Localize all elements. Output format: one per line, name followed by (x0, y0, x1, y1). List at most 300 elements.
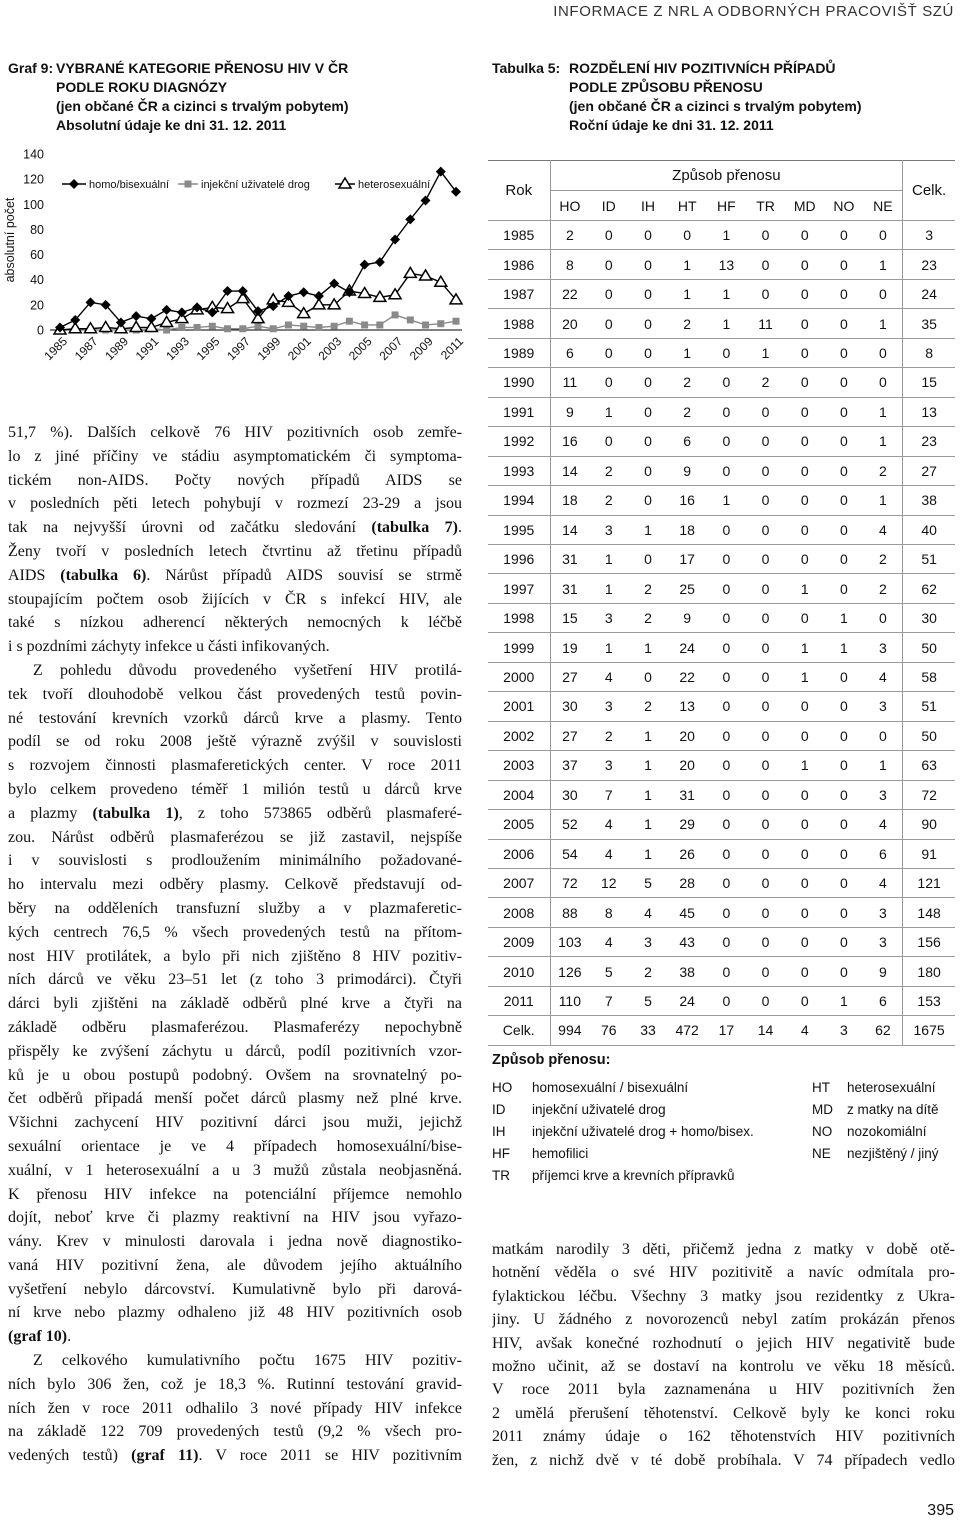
count-cell: 1 (589, 633, 628, 662)
count-cell: 1 (668, 338, 707, 367)
count-cell: 3 (628, 927, 667, 956)
count-cell: 15 (550, 603, 589, 632)
injecting-drug-users-data-point (239, 325, 246, 332)
table-row (488, 427, 955, 456)
count-cell: 26 (668, 839, 707, 868)
count-cell: 4 (628, 898, 667, 927)
count-cell: 1 (628, 780, 667, 809)
column-code-header: MD (785, 191, 824, 221)
count-cell: 0 (746, 839, 785, 868)
count-cell: 0 (707, 751, 746, 780)
legend-code: NO (812, 1124, 833, 1139)
text-line: ních bylo 306 žen, což je 18,3 %. Rutinní testování gravid- (8, 1375, 462, 1393)
count-cell: 3 (589, 751, 628, 780)
count-cell: 0 (707, 427, 746, 456)
homo-bisexual-data-point (375, 257, 385, 267)
count-cell: 6 (668, 427, 707, 456)
text-line: Ženy tvoří v posledních letech čtvrtinu až třetinu případů (8, 542, 462, 560)
x-tick-label: 1995 (193, 334, 223, 364)
count-cell: 0 (746, 397, 785, 426)
count-cell: 0 (785, 515, 824, 544)
total-cell: 153 (903, 986, 955, 1015)
count-cell: 0 (746, 427, 785, 456)
text-line: ních žen v roce 2011 odhalilo 3 nové případy HIV infekce (8, 1399, 462, 1417)
count-cell: 0 (785, 456, 824, 485)
count-cell: 2 (668, 368, 707, 397)
text-line: jiny. U žádného z novorozenců nebyl zatím prokázán přenos (492, 1311, 955, 1329)
count-cell: 7 (589, 986, 628, 1015)
text-segment: , z toho 573865 odběrů plasmaferé- (178, 804, 462, 822)
text-segment: . (67, 1328, 72, 1346)
count-cell: 0 (707, 721, 746, 750)
table-row (488, 279, 955, 308)
injecting-drug-users-data-point (315, 324, 322, 331)
x-tick-label: 2005 (345, 334, 375, 364)
table-row (488, 456, 955, 485)
count-cell: 0 (746, 544, 785, 573)
legend-code: HO (492, 1080, 513, 1095)
text-segment: vedených testů) (8, 1447, 132, 1465)
count-cell: 0 (707, 957, 746, 986)
x-tick-label: 2007 (376, 334, 406, 364)
count-cell: 1 (824, 633, 863, 662)
count-cell: 30 (550, 780, 589, 809)
count-cell: 110 (550, 986, 589, 1015)
count-cell: 8 (589, 898, 628, 927)
text-line: žen, z nichž dvě v té době probíhala. V 74 případech vedlo (492, 1451, 955, 1469)
hiv-transmission-table (488, 160, 955, 1046)
table-row (488, 338, 955, 367)
count-cell: 0 (785, 603, 824, 632)
count-cell: 0 (824, 515, 863, 544)
legend-item (812, 1077, 955, 1099)
bold-reference: (tabulka 6) (60, 566, 147, 584)
count-cell: 2 (668, 397, 707, 426)
count-cell: 4 (864, 868, 903, 897)
count-cell: 0 (824, 309, 863, 338)
total-cell: 24 (903, 279, 955, 308)
count-cell: 1 (628, 633, 667, 662)
count-cell: 7 (589, 780, 628, 809)
year-cell: 2009 (488, 927, 550, 956)
x-tick-label: 1989 (102, 334, 132, 364)
line-chart (0, 140, 478, 380)
count-cell: 38 (668, 957, 707, 986)
legend-description: z matky na dítě (847, 1102, 939, 1117)
column-code-header: NE (864, 191, 903, 221)
count-cell: 0 (746, 751, 785, 780)
count-cell: 0 (824, 397, 863, 426)
table-row (488, 810, 955, 839)
count-cell: 31 (550, 544, 589, 573)
count-cell: 103 (550, 927, 589, 956)
text-line: stoupajícím počtem osob žijících v ČR s infekcí HIV, ale (8, 590, 462, 608)
legend-item-heterosexual (335, 178, 430, 191)
text-line: tek tvoří dlouhodobě velkou část provedených testů povin- (8, 685, 462, 703)
count-cell: 0 (589, 279, 628, 308)
y-tick-label: 140 (23, 147, 44, 162)
count-cell: 0 (707, 780, 746, 809)
text-line: dárci byli zjištěni na základě odběrů plné krve a čtyři na (8, 995, 462, 1013)
year-cell: 2001 (488, 692, 550, 721)
count-cell: 0 (589, 221, 628, 250)
text-line: HIV, avšak konečné rozhodnutí o jejich HIV negativitě bude (492, 1334, 955, 1352)
count-cell: 2 (628, 574, 667, 603)
injecting-drug-users-legend-marker (185, 181, 192, 188)
text-line: možno učinit, až se dostaví na kontrolu ve věku 18 měsíců. (492, 1357, 955, 1375)
injecting-drug-users-data-point (255, 323, 262, 330)
count-cell: 0 (707, 603, 746, 632)
table-row (488, 515, 955, 544)
count-cell: 0 (628, 309, 667, 338)
count-cell: 2 (864, 456, 903, 485)
count-cell: 2 (589, 456, 628, 485)
total-cell: 40 (903, 515, 955, 544)
count-cell: 29 (668, 810, 707, 839)
table-row (488, 751, 955, 780)
y-tick-label: 40 (30, 273, 44, 288)
text-line: ho intervalu mezi odběry plasmy. Celkově představují od- (8, 876, 462, 894)
table-row (488, 868, 955, 897)
homo-bisexual-data-point (223, 286, 233, 296)
legend-code: HT (812, 1080, 830, 1095)
count-cell: 1 (628, 810, 667, 839)
count-cell: 14 (746, 1016, 785, 1045)
bold-reference: (graf 11) (131, 1447, 199, 1465)
count-cell: 0 (746, 868, 785, 897)
legend-description: injekční uživatelé drog (532, 1102, 666, 1117)
injecting-drug-users-data-point (392, 311, 399, 318)
y-axis-label: absolutní počet (3, 197, 17, 283)
count-cell: 2 (628, 603, 667, 632)
count-cell: 16 (668, 486, 707, 515)
injecting-drug-users-data-point (178, 324, 185, 331)
text-line: ků je u obou postupů podobný. Ovšem na srovnatelný po- (8, 1066, 462, 1084)
legend-code: TR (492, 1168, 510, 1183)
text-segment: . (458, 519, 462, 537)
count-cell: 0 (746, 957, 785, 986)
count-cell: 0 (746, 986, 785, 1015)
column-code-header: IH (628, 191, 667, 221)
year-cell: 1996 (488, 544, 550, 573)
count-cell: 0 (785, 544, 824, 573)
count-cell: 1 (589, 544, 628, 573)
count-cell: 0 (628, 427, 667, 456)
count-cell: 0 (589, 368, 628, 397)
count-cell: 0 (707, 839, 746, 868)
graph-label: Graf 9: (8, 60, 54, 76)
count-cell: 45 (668, 898, 707, 927)
count-cell: 0 (785, 338, 824, 367)
total-cell: 63 (903, 751, 955, 780)
count-cell: 25 (668, 574, 707, 603)
count-cell: 3 (864, 633, 903, 662)
count-cell: 1 (707, 221, 746, 250)
count-cell: 3 (864, 780, 903, 809)
text-line: i v souvislosti s prodloužením minimálního požadované- (8, 852, 462, 870)
text-segment: . V roce 2011 se HIV pozitivním (198, 1447, 462, 1465)
count-cell: 0 (824, 279, 863, 308)
text-line: v posledních pěti letech pohybují v rozmezí 23-29 a jsou (8, 495, 462, 513)
legend-label: injekční uživatelé drog (201, 179, 310, 191)
count-cell: 4 (589, 810, 628, 839)
bold-reference: (tabulka 1) (92, 804, 179, 822)
year-cell: Celk. (488, 1016, 550, 1045)
count-cell: 1 (864, 427, 903, 456)
legend-code: IH (492, 1124, 506, 1139)
text-segment: AIDS (8, 566, 61, 584)
count-cell: 5 (628, 986, 667, 1015)
table-title-line: PODLE ZPŮSOBU PŘENOSU (569, 79, 763, 95)
legend-item-injecting-drug-users (178, 179, 310, 191)
count-cell: 0 (785, 957, 824, 986)
count-cell: 43 (668, 927, 707, 956)
count-cell: 2 (589, 721, 628, 750)
count-cell: 0 (824, 898, 863, 927)
count-cell: 0 (746, 515, 785, 544)
count-cell: 0 (628, 662, 667, 691)
total-cell: 13 (903, 397, 955, 426)
count-cell: 0 (746, 633, 785, 662)
count-cell: 0 (707, 986, 746, 1015)
heterosexual-data-point (404, 267, 416, 277)
count-cell: 0 (864, 603, 903, 632)
count-cell: 30 (550, 692, 589, 721)
count-cell: 0 (785, 721, 824, 750)
legend-item (492, 1143, 807, 1165)
total-cell: 23 (903, 250, 955, 279)
count-cell: 19 (550, 633, 589, 662)
count-cell: 1 (668, 250, 707, 279)
count-cell: 0 (824, 780, 863, 809)
total-cell: 8 (903, 338, 955, 367)
count-cell: 3 (589, 515, 628, 544)
count-cell: 0 (785, 221, 824, 250)
count-cell: 0 (785, 250, 824, 279)
count-cell: 0 (628, 544, 667, 573)
count-cell: 0 (628, 368, 667, 397)
x-tick-label: 1985 (41, 334, 71, 364)
text-line: tickém non-AIDS. Počty nových případů AIDS se (8, 471, 462, 489)
table-row (488, 486, 955, 515)
count-cell: 0 (707, 574, 746, 603)
total-cell: 91 (903, 839, 955, 868)
legend-item (812, 1121, 955, 1143)
y-tick-label: 120 (23, 172, 44, 187)
count-cell: 1 (864, 309, 903, 338)
graph-subtitle-line: (jen občané ČR a cizinci s trvalým pobytem) (56, 98, 349, 114)
count-cell: 1 (628, 751, 667, 780)
count-cell: 0 (746, 810, 785, 839)
legend-code: HF (492, 1146, 510, 1161)
text-line (8, 802, 462, 826)
x-tick-label: 1987 (71, 334, 101, 364)
transmission-legend (492, 1052, 955, 1187)
count-cell: 24 (668, 986, 707, 1015)
count-cell: 0 (707, 544, 746, 573)
y-tick-label: 0 (37, 323, 44, 338)
legend-code: MD (812, 1102, 833, 1117)
count-cell: 3 (864, 898, 903, 927)
x-tick-label: 1991 (132, 334, 162, 364)
heterosexual-data-point (130, 321, 142, 331)
count-cell: 2 (550, 221, 589, 250)
column-code-header: HT (668, 191, 707, 221)
total-cell: 62 (903, 574, 955, 603)
text-line: s rozvojem činnosti plasmaferetických center. V roce 2011 (8, 757, 462, 775)
count-cell: 0 (824, 927, 863, 956)
legend-description: hemofilici (532, 1146, 589, 1161)
count-cell: 0 (746, 692, 785, 721)
table-row (488, 368, 955, 397)
rok-header: Rok (488, 161, 550, 221)
total-cell: 72 (903, 780, 955, 809)
text-line: dojít, neboť krve či plazmy reaktivní na HIV jsou vyřazo- (8, 1209, 462, 1227)
year-cell: 2003 (488, 751, 550, 780)
count-cell: 88 (550, 898, 589, 927)
text-line (8, 1325, 462, 1349)
legend-label: homo/bisexuální (89, 179, 170, 191)
count-cell: 20 (668, 751, 707, 780)
count-cell: 0 (864, 338, 903, 367)
y-tick-label: 60 (30, 248, 44, 263)
count-cell: 31 (668, 780, 707, 809)
homo-bisexual-data-point (299, 287, 309, 297)
year-cell: 1999 (488, 633, 550, 662)
count-cell: 0 (746, 250, 785, 279)
homo-bisexual-series (55, 167, 461, 333)
table-date-line: Roční údaje ke dni 31. 12. 2011 (569, 117, 774, 133)
total-cell: 58 (903, 662, 955, 691)
table-row (488, 780, 955, 809)
count-cell: 4 (785, 1016, 824, 1045)
count-cell: 27 (550, 662, 589, 691)
year-cell: 1998 (488, 603, 550, 632)
count-cell: 0 (707, 898, 746, 927)
count-cell: 1 (707, 279, 746, 308)
count-cell: 0 (668, 221, 707, 250)
count-cell: 0 (746, 721, 785, 750)
count-cell: 14 (550, 456, 589, 485)
count-cell: 0 (824, 721, 863, 750)
count-cell: 17 (707, 1016, 746, 1045)
count-cell: 0 (707, 868, 746, 897)
count-cell: 0 (746, 898, 785, 927)
count-cell: 0 (824, 868, 863, 897)
graph-title-line: PODLE ROKU DIAGNÓZY (56, 79, 228, 95)
text-line: sexuální orientace je ve 4 případech homosexuální/bise- (8, 1137, 462, 1155)
homo-bisexual-data-point (344, 287, 354, 297)
count-cell: 22 (668, 662, 707, 691)
text-line: zou. Nárůst odběrů plasmaferézou se již zastavil, nejspíše (8, 828, 462, 846)
count-cell: 3 (589, 603, 628, 632)
legend-description: heterosexuální (847, 1080, 936, 1095)
year-cell: 2010 (488, 957, 550, 986)
count-cell: 0 (824, 221, 863, 250)
count-cell: 6 (864, 986, 903, 1015)
count-cell: 0 (824, 810, 863, 839)
count-cell: 9 (864, 957, 903, 986)
count-cell: 0 (785, 898, 824, 927)
text-line: né testování krevních vzorků dárců krve a plasmy. Tento (8, 709, 462, 727)
count-cell: 3 (864, 927, 903, 956)
count-cell: 1 (589, 397, 628, 426)
count-cell: 1 (707, 486, 746, 515)
count-cell: 11 (746, 309, 785, 338)
text-line: 2011 známy údaje o 162 těhotenstvích HIV pozitivních (492, 1428, 955, 1446)
injecting-drug-users-data-point (270, 325, 277, 332)
count-cell: 0 (824, 839, 863, 868)
count-cell: 472 (668, 1016, 707, 1045)
legend-item (812, 1099, 955, 1121)
total-cell: 90 (903, 810, 955, 839)
count-cell: 0 (707, 633, 746, 662)
count-cell: 33 (628, 1016, 667, 1045)
text-line (8, 516, 462, 540)
year-cell: 1989 (488, 338, 550, 367)
count-cell: 4 (864, 515, 903, 544)
table-title-lines (569, 59, 862, 135)
count-cell: 1 (824, 986, 863, 1015)
injecting-drug-users-data-point (163, 327, 170, 334)
count-cell: 0 (824, 427, 863, 456)
table-row (488, 221, 955, 250)
count-cell: 0 (864, 279, 903, 308)
year-cell: 1995 (488, 515, 550, 544)
homo-bisexual-legend-marker (69, 179, 79, 189)
table-row (488, 986, 955, 1015)
count-cell: 2 (864, 544, 903, 573)
count-cell: 0 (628, 397, 667, 426)
legend-code: ID (492, 1102, 506, 1117)
count-cell: 0 (707, 397, 746, 426)
table-row (488, 309, 955, 338)
text-segment: tak na nejvyšší úrovni od začátku sledování (8, 519, 372, 537)
count-cell: 22 (550, 279, 589, 308)
text-line: ních dárců ve věku 23–51 let (z toho 3 primodárci). Čtyři (8, 971, 462, 989)
injecting-drug-users-data-point (376, 321, 383, 328)
count-cell: 0 (785, 279, 824, 308)
count-cell: 4 (864, 810, 903, 839)
count-cell: 8 (550, 250, 589, 279)
count-cell: 0 (785, 927, 824, 956)
count-cell: 2 (746, 368, 785, 397)
text-line: matkám narodily 3 děti, přičemž jedna z matky v době otě- (492, 1241, 955, 1258)
injecting-drug-users-data-point (285, 321, 292, 328)
table-subtitle-line: (jen občané ČR a cizinci s trvalým pobytem) (569, 98, 862, 114)
count-cell: 0 (589, 427, 628, 456)
count-cell: 0 (628, 338, 667, 367)
total-cell: 23 (903, 427, 955, 456)
text-line: xuální, v 1 heterosexuální a u 3 mužů zůstala neobjasněná. (8, 1161, 462, 1179)
text-line: K přenosu HIV infekce na potenciální příjemce nemohlo (8, 1185, 462, 1203)
count-cell: 1 (628, 839, 667, 868)
count-cell: 1 (785, 662, 824, 691)
injecting-drug-users-data-point (422, 321, 429, 328)
text-line: vaná HIV pozitivní žena, ale důvodem jejího aktuálního (8, 1256, 462, 1274)
count-cell: 28 (668, 868, 707, 897)
injecting-drug-users-data-point (209, 323, 216, 330)
year-cell: 1986 (488, 250, 550, 279)
year-cell: 2006 (488, 839, 550, 868)
count-cell: 1 (589, 574, 628, 603)
table-row (488, 662, 955, 691)
text-line (8, 564, 462, 588)
total-cell: 51 (903, 544, 955, 573)
count-cell: 0 (824, 544, 863, 573)
bold-reference: (tabulka 7) (371, 519, 458, 537)
count-cell: 2 (628, 692, 667, 721)
